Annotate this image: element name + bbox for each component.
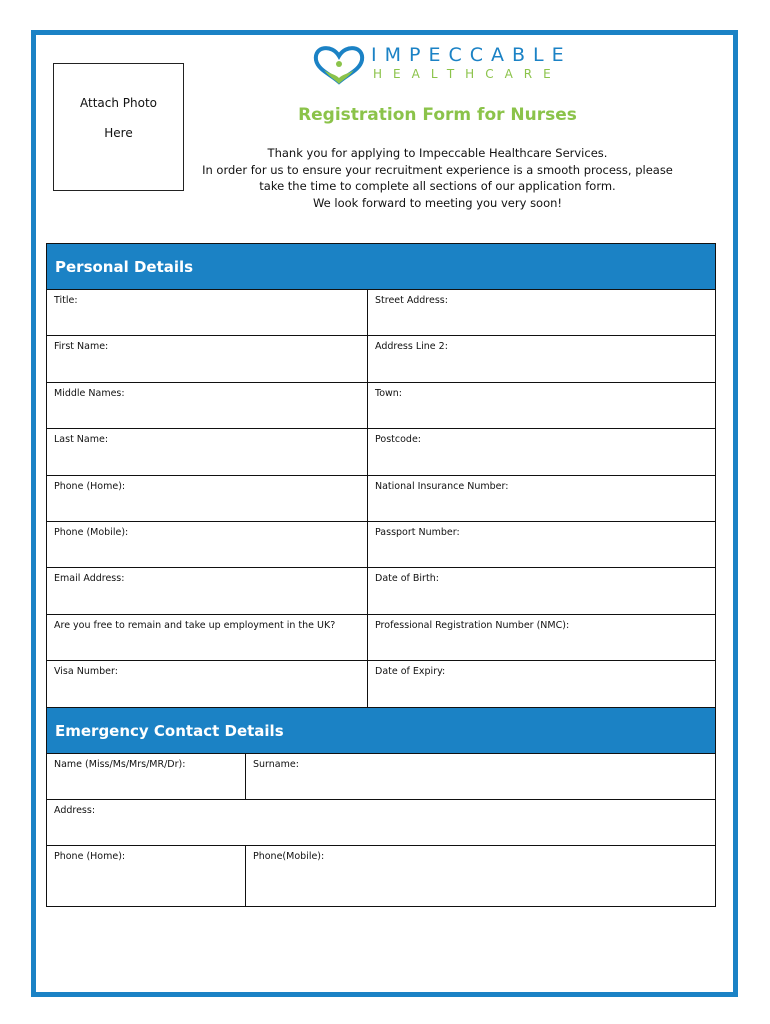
emergency-name-field[interactable] (46, 753, 246, 800)
field-label: Are you free to remain and take up employment in the UK? (54, 619, 336, 631)
intro-line: In order for us to ensure your recruitment experience is a smooth process, please (202, 162, 673, 177)
personal-field-left[interactable] (46, 475, 368, 522)
personal-field-right[interactable] (367, 335, 716, 382)
personal-field-left[interactable] (46, 335, 368, 382)
field-label: Street Address: (375, 295, 448, 306)
personal-field-left[interactable] (46, 567, 368, 614)
company-logo (310, 44, 570, 86)
personal-field-right[interactable] (367, 614, 716, 661)
logo-brand-bottom: HEALTHCARE (373, 67, 562, 81)
form-title: Registration Form for Nurses (298, 105, 577, 125)
field-label: Phone (Home): (54, 480, 126, 492)
logo-brand-top: IMPECCABLE (371, 44, 572, 66)
personal-field-right[interactable] (367, 660, 716, 707)
emergency-phone-home-field[interactable] (46, 845, 246, 907)
field-label: Town: (375, 387, 402, 399)
field-label: Surname: (253, 759, 299, 770)
field-label: Address Line 2: (375, 341, 448, 353)
field-label: Email Address: (54, 573, 125, 585)
field-label: Phone(Mobile): (253, 851, 325, 862)
field-label: Address: (54, 805, 96, 816)
heart-hands-icon (310, 44, 368, 86)
field-label: Postcode: (375, 434, 421, 446)
field-label: Date of Expiry: (375, 666, 446, 678)
personal-field-left[interactable] (46, 660, 368, 707)
personal-field-right[interactable] (367, 428, 716, 475)
field-label: Last Name: (54, 434, 109, 446)
photo-label-line1: Attach Photo (79, 96, 157, 110)
field-label: Professional Registration Number (NMC): (375, 619, 570, 631)
intro-line: We look forward to meeting you very soon! (312, 195, 563, 210)
emergency-phone-mobile-field[interactable] (245, 845, 716, 907)
personal-field-right[interactable] (367, 289, 716, 336)
personal-field-right[interactable] (367, 567, 716, 614)
field-label: Middle Names: (54, 387, 125, 399)
personal-field-right[interactable] (367, 382, 716, 429)
personal-field-left[interactable] (46, 289, 368, 336)
emergency-contact-header: Emergency Contact Details (46, 707, 716, 754)
personal-field-left[interactable] (46, 382, 368, 429)
photo-label-line2: Here (104, 126, 133, 140)
personal-field-right[interactable] (367, 521, 716, 568)
intro-line: take the time to complete all sections of our application form. (259, 179, 616, 193)
field-label: Visa Number: (54, 666, 118, 678)
attach-photo-box[interactable] (53, 63, 184, 191)
personal-field-left[interactable] (46, 521, 368, 568)
personal-field-left[interactable] (46, 614, 368, 661)
field-label: Name (Miss/Ms/Mrs/MR/Dr): (54, 759, 186, 770)
emergency-address-field[interactable] (46, 799, 716, 846)
intro-text (195, 145, 680, 211)
field-label: Passport Number: (375, 527, 460, 538)
field-label: Phone (Home): (54, 851, 126, 862)
personal-field-left[interactable] (46, 428, 368, 475)
field-label: Phone (Mobile): (54, 527, 129, 538)
field-label: National Insurance Number: (375, 480, 509, 492)
emergency-surname-field[interactable] (245, 753, 716, 800)
personal-details-header: Personal Details (46, 243, 716, 290)
personal-field-right[interactable] (367, 475, 716, 522)
intro-line: Thank you for applying to Impeccable Healthcare Services. (267, 146, 608, 160)
field-label: Title: (54, 295, 78, 306)
field-label: First Name: (54, 341, 109, 353)
field-label: Date of Birth: (375, 573, 439, 585)
